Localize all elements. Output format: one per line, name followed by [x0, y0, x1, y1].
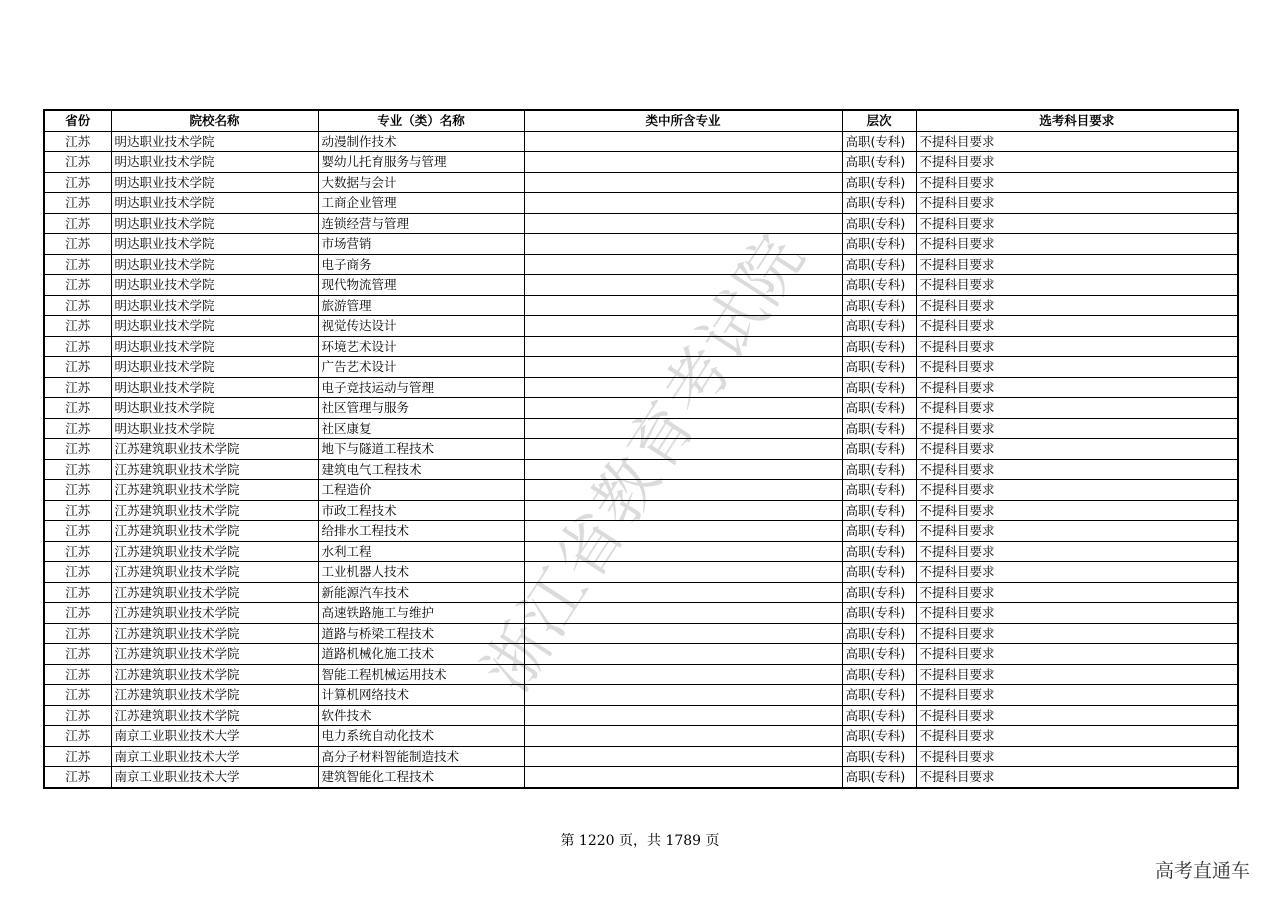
- cell-subject-requirement: 不提科目要求: [916, 746, 1238, 767]
- cell-subject-requirement: 不提科目要求: [916, 623, 1238, 644]
- cell-level: 高职(专科): [842, 254, 916, 275]
- cell-school: 南京工业职业技术大学: [111, 726, 318, 747]
- header-included-majors: 类中所含专业: [524, 110, 842, 131]
- cell-province: 江苏: [44, 213, 111, 234]
- cell-level: 高职(专科): [842, 295, 916, 316]
- cell-subject-requirement: 不提科目要求: [916, 316, 1238, 337]
- cell-included-majors: [524, 439, 842, 460]
- cell-province: 江苏: [44, 275, 111, 296]
- cell-subject-requirement: 不提科目要求: [916, 418, 1238, 439]
- cell-province: 江苏: [44, 746, 111, 767]
- cell-major: 电子商务: [318, 254, 524, 275]
- header-level: 层次: [842, 110, 916, 131]
- table-row: [44, 377, 1238, 398]
- header-major: 专业（类）名称: [318, 110, 524, 131]
- cell-included-majors: [524, 275, 842, 296]
- cell-subject-requirement: 不提科目要求: [916, 685, 1238, 706]
- cell-province: 江苏: [44, 234, 111, 255]
- cell-province: 江苏: [44, 582, 111, 603]
- table-row: [44, 234, 1238, 255]
- cell-level: 高职(专科): [842, 193, 916, 214]
- cell-subject-requirement: 不提科目要求: [916, 664, 1238, 685]
- cell-included-majors: [524, 664, 842, 685]
- cell-included-majors: [524, 603, 842, 624]
- cell-major: 建筑电气工程技术: [318, 459, 524, 480]
- table-row: [44, 767, 1238, 788]
- cell-major: 高分子材料智能制造技术: [318, 746, 524, 767]
- cell-level: 高职(专科): [842, 562, 916, 583]
- cell-level: 高职(专科): [842, 357, 916, 378]
- cell-school: 明达职业技术学院: [111, 275, 318, 296]
- page-number: 第 1220 页，共 1789 页: [560, 833, 720, 849]
- cell-major: 水利工程: [318, 541, 524, 562]
- table-row: [44, 131, 1238, 152]
- cell-major: 道路与桥梁工程技术: [318, 623, 524, 644]
- table-row: [44, 746, 1238, 767]
- cell-subject-requirement: 不提科目要求: [916, 172, 1238, 193]
- cell-school: 江苏建筑职业技术学院: [111, 521, 318, 542]
- cell-level: 高职(专科): [842, 664, 916, 685]
- cell-level: 高职(专科): [842, 131, 916, 152]
- cell-included-majors: [524, 152, 842, 173]
- majors-table: [43, 109, 1239, 789]
- cell-major: 市政工程技术: [318, 500, 524, 521]
- cell-included-majors: [524, 357, 842, 378]
- cell-level: 高职(专科): [842, 521, 916, 542]
- cell-subject-requirement: 不提科目要求: [916, 439, 1238, 460]
- header-subject-requirement: 选考科目要求: [916, 110, 1238, 131]
- cell-province: 江苏: [44, 193, 111, 214]
- cell-school: 明达职业技术学院: [111, 316, 318, 337]
- cell-school: 明达职业技术学院: [111, 336, 318, 357]
- cell-included-majors: [524, 295, 842, 316]
- cell-school: 明达职业技术学院: [111, 295, 318, 316]
- cell-major: 环境艺术设计: [318, 336, 524, 357]
- cell-province: 江苏: [44, 172, 111, 193]
- cell-school: 江苏建筑职业技术学院: [111, 541, 318, 562]
- cell-level: 高职(专科): [842, 213, 916, 234]
- cell-level: 高职(专科): [842, 336, 916, 357]
- cell-province: 江苏: [44, 500, 111, 521]
- table-row: [44, 562, 1238, 583]
- cell-school: 江苏建筑职业技术学院: [111, 685, 318, 706]
- cell-subject-requirement: 不提科目要求: [916, 480, 1238, 501]
- cell-subject-requirement: 不提科目要求: [916, 336, 1238, 357]
- cell-subject-requirement: 不提科目要求: [916, 500, 1238, 521]
- cell-included-majors: [524, 336, 842, 357]
- cell-subject-requirement: 不提科目要求: [916, 767, 1238, 788]
- cell-included-majors: [524, 541, 842, 562]
- cell-level: 高职(专科): [842, 705, 916, 726]
- cell-school: 明达职业技术学院: [111, 418, 318, 439]
- cell-major: 建筑智能化工程技术: [318, 767, 524, 788]
- cell-province: 江苏: [44, 398, 111, 419]
- table-row: [44, 685, 1238, 706]
- cell-major: 广告艺术设计: [318, 357, 524, 378]
- cell-school: 江苏建筑职业技术学院: [111, 623, 318, 644]
- cell-level: 高职(专科): [842, 418, 916, 439]
- cell-included-majors: [524, 459, 842, 480]
- cell-province: 江苏: [44, 459, 111, 480]
- table-row: [44, 152, 1238, 173]
- table-row: [44, 193, 1238, 214]
- table-row: [44, 603, 1238, 624]
- cell-subject-requirement: 不提科目要求: [916, 644, 1238, 665]
- cell-major: 地下与隧道工程技术: [318, 439, 524, 460]
- cell-major: 工程造价: [318, 480, 524, 501]
- cell-province: 江苏: [44, 644, 111, 665]
- cell-level: 高职(专科): [842, 767, 916, 788]
- cell-major: 连锁经营与管理: [318, 213, 524, 234]
- table-row: [44, 541, 1238, 562]
- cell-major: 大数据与会计: [318, 172, 524, 193]
- cell-major: 现代物流管理: [318, 275, 524, 296]
- cell-major: 婴幼儿托育服务与管理: [318, 152, 524, 173]
- cell-subject-requirement: 不提科目要求: [916, 131, 1238, 152]
- cell-included-majors: [524, 767, 842, 788]
- cell-level: 高职(专科): [842, 685, 916, 706]
- cell-major: 社区管理与服务: [318, 398, 524, 419]
- cell-subject-requirement: 不提科目要求: [916, 357, 1238, 378]
- cell-included-majors: [524, 582, 842, 603]
- cell-major: 社区康复: [318, 418, 524, 439]
- cell-included-majors: [524, 172, 842, 193]
- cell-subject-requirement: 不提科目要求: [916, 726, 1238, 747]
- cell-school: 明达职业技术学院: [111, 398, 318, 419]
- cell-included-majors: [524, 480, 842, 501]
- cell-major: 动漫制作技术: [318, 131, 524, 152]
- cell-province: 江苏: [44, 480, 111, 501]
- cell-province: 江苏: [44, 254, 111, 275]
- cell-province: 江苏: [44, 767, 111, 788]
- cell-province: 江苏: [44, 377, 111, 398]
- cell-school: 江苏建筑职业技术学院: [111, 582, 318, 603]
- cell-level: 高职(专科): [842, 541, 916, 562]
- cell-province: 江苏: [44, 664, 111, 685]
- table-row: [44, 398, 1238, 419]
- cell-province: 江苏: [44, 726, 111, 747]
- cell-level: 高职(专科): [842, 500, 916, 521]
- cell-major: 视觉传达设计: [318, 316, 524, 337]
- table-row: [44, 357, 1238, 378]
- cell-level: 高职(专科): [842, 275, 916, 296]
- cell-included-majors: [524, 705, 842, 726]
- cell-level: 高职(专科): [842, 480, 916, 501]
- cell-subject-requirement: 不提科目要求: [916, 275, 1238, 296]
- cell-included-majors: [524, 500, 842, 521]
- cell-school: 江苏建筑职业技术学院: [111, 644, 318, 665]
- cell-major: 新能源汽车技术: [318, 582, 524, 603]
- table-row: [44, 172, 1238, 193]
- cell-province: 江苏: [44, 295, 111, 316]
- cell-province: 江苏: [44, 336, 111, 357]
- cell-province: 江苏: [44, 357, 111, 378]
- cell-subject-requirement: 不提科目要求: [916, 152, 1238, 173]
- table-header-row: [44, 110, 1238, 131]
- cell-level: 高职(专科): [842, 398, 916, 419]
- cell-school: 江苏建筑职业技术学院: [111, 459, 318, 480]
- cell-included-majors: [524, 213, 842, 234]
- cell-included-majors: [524, 562, 842, 583]
- table-row: [44, 316, 1238, 337]
- cell-level: 高职(专科): [842, 582, 916, 603]
- cell-included-majors: [524, 377, 842, 398]
- cell-included-majors: [524, 316, 842, 337]
- cell-subject-requirement: 不提科目要求: [916, 562, 1238, 583]
- cell-province: 江苏: [44, 316, 111, 337]
- table-row: [44, 418, 1238, 439]
- cell-school: 江苏建筑职业技术学院: [111, 439, 318, 460]
- cell-major: 道路机械化施工技术: [318, 644, 524, 665]
- cell-subject-requirement: 不提科目要求: [916, 234, 1238, 255]
- table-body: [44, 131, 1238, 788]
- cell-school: 明达职业技术学院: [111, 131, 318, 152]
- cell-major: 智能工程机械运用技术: [318, 664, 524, 685]
- cell-major: 电力系统自动化技术: [318, 726, 524, 747]
- cell-subject-requirement: 不提科目要求: [916, 213, 1238, 234]
- cell-subject-requirement: 不提科目要求: [916, 603, 1238, 624]
- cell-province: 江苏: [44, 152, 111, 173]
- cell-level: 高职(专科): [842, 316, 916, 337]
- cell-subject-requirement: 不提科目要求: [916, 254, 1238, 275]
- cell-level: 高职(专科): [842, 603, 916, 624]
- cell-included-majors: [524, 254, 842, 275]
- table-row: [44, 705, 1238, 726]
- cell-school: 明达职业技术学院: [111, 152, 318, 173]
- cell-level: 高职(专科): [842, 152, 916, 173]
- table-row: [44, 480, 1238, 501]
- cell-province: 江苏: [44, 623, 111, 644]
- cell-subject-requirement: 不提科目要求: [916, 521, 1238, 542]
- table-row: [44, 295, 1238, 316]
- cell-subject-requirement: 不提科目要求: [916, 541, 1238, 562]
- cell-major: 旅游管理: [318, 295, 524, 316]
- cell-province: 江苏: [44, 418, 111, 439]
- cell-school: 江苏建筑职业技术学院: [111, 664, 318, 685]
- table-row: [44, 459, 1238, 480]
- cell-level: 高职(专科): [842, 459, 916, 480]
- cell-province: 江苏: [44, 562, 111, 583]
- cell-school: 江苏建筑职业技术学院: [111, 603, 318, 624]
- table-row: [44, 582, 1238, 603]
- cell-included-majors: [524, 521, 842, 542]
- cell-major: 电子竞技运动与管理: [318, 377, 524, 398]
- cell-level: 高职(专科): [842, 439, 916, 460]
- table-row: [44, 644, 1238, 665]
- cell-province: 江苏: [44, 705, 111, 726]
- table-row: [44, 213, 1238, 234]
- cell-level: 高职(专科): [842, 172, 916, 193]
- cell-level: 高职(专科): [842, 234, 916, 255]
- cell-included-majors: [524, 644, 842, 665]
- table-row: [44, 500, 1238, 521]
- cell-included-majors: [524, 685, 842, 706]
- cell-included-majors: [524, 418, 842, 439]
- cell-included-majors: [524, 131, 842, 152]
- cell-major: 市场营销: [318, 234, 524, 255]
- cell-subject-requirement: 不提科目要求: [916, 398, 1238, 419]
- cell-major: 计算机网络技术: [318, 685, 524, 706]
- brand-logo-text: 高考直通车: [1154, 860, 1250, 882]
- cell-included-majors: [524, 398, 842, 419]
- cell-included-majors: [524, 234, 842, 255]
- cell-subject-requirement: 不提科目要求: [916, 459, 1238, 480]
- cell-major: 给排水工程技术: [318, 521, 524, 542]
- cell-school: 江苏建筑职业技术学院: [111, 705, 318, 726]
- cell-subject-requirement: 不提科目要求: [916, 193, 1238, 214]
- cell-school: 明达职业技术学院: [111, 213, 318, 234]
- cell-school: 明达职业技术学院: [111, 377, 318, 398]
- cell-major: 软件技术: [318, 705, 524, 726]
- cell-province: 江苏: [44, 439, 111, 460]
- cell-major: 工业机器人技术: [318, 562, 524, 583]
- cell-school: 南京工业职业技术大学: [111, 767, 318, 788]
- cell-level: 高职(专科): [842, 377, 916, 398]
- cell-included-majors: [524, 746, 842, 767]
- cell-province: 江苏: [44, 131, 111, 152]
- cell-school: 明达职业技术学院: [111, 234, 318, 255]
- cell-subject-requirement: 不提科目要求: [916, 582, 1238, 603]
- cell-school: 明达职业技术学院: [111, 193, 318, 214]
- cell-school: 江苏建筑职业技术学院: [111, 480, 318, 501]
- cell-major: 工商企业管理: [318, 193, 524, 214]
- table-row: [44, 254, 1238, 275]
- cell-school: 南京工业职业技术大学: [111, 746, 318, 767]
- cell-province: 江苏: [44, 541, 111, 562]
- table-row: [44, 623, 1238, 644]
- cell-province: 江苏: [44, 521, 111, 542]
- cell-school: 江苏建筑职业技术学院: [111, 562, 318, 583]
- table-row: [44, 336, 1238, 357]
- cell-included-majors: [524, 623, 842, 644]
- cell-included-majors: [524, 726, 842, 747]
- cell-school: 江苏建筑职业技术学院: [111, 500, 318, 521]
- cell-school: 明达职业技术学院: [111, 357, 318, 378]
- cell-included-majors: [524, 193, 842, 214]
- cell-major: 高速铁路施工与维护: [318, 603, 524, 624]
- table-row: [44, 726, 1238, 747]
- cell-subject-requirement: 不提科目要求: [916, 377, 1238, 398]
- header-province: 省份: [44, 110, 111, 131]
- table-row: [44, 664, 1238, 685]
- cell-subject-requirement: 不提科目要求: [916, 295, 1238, 316]
- header-school: 院校名称: [111, 110, 318, 131]
- cell-school: 明达职业技术学院: [111, 254, 318, 275]
- watermark: 浙江省教育考试院: [470, 221, 820, 705]
- cell-level: 高职(专科): [842, 726, 916, 747]
- cell-school: 明达职业技术学院: [111, 172, 318, 193]
- cell-subject-requirement: 不提科目要求: [916, 705, 1238, 726]
- table-row: [44, 275, 1238, 296]
- cell-level: 高职(专科): [842, 644, 916, 665]
- table-row: [44, 521, 1238, 542]
- cell-province: 江苏: [44, 603, 111, 624]
- cell-level: 高职(专科): [842, 623, 916, 644]
- cell-province: 江苏: [44, 685, 111, 706]
- table-row: [44, 439, 1238, 460]
- cell-level: 高职(专科): [842, 746, 916, 767]
